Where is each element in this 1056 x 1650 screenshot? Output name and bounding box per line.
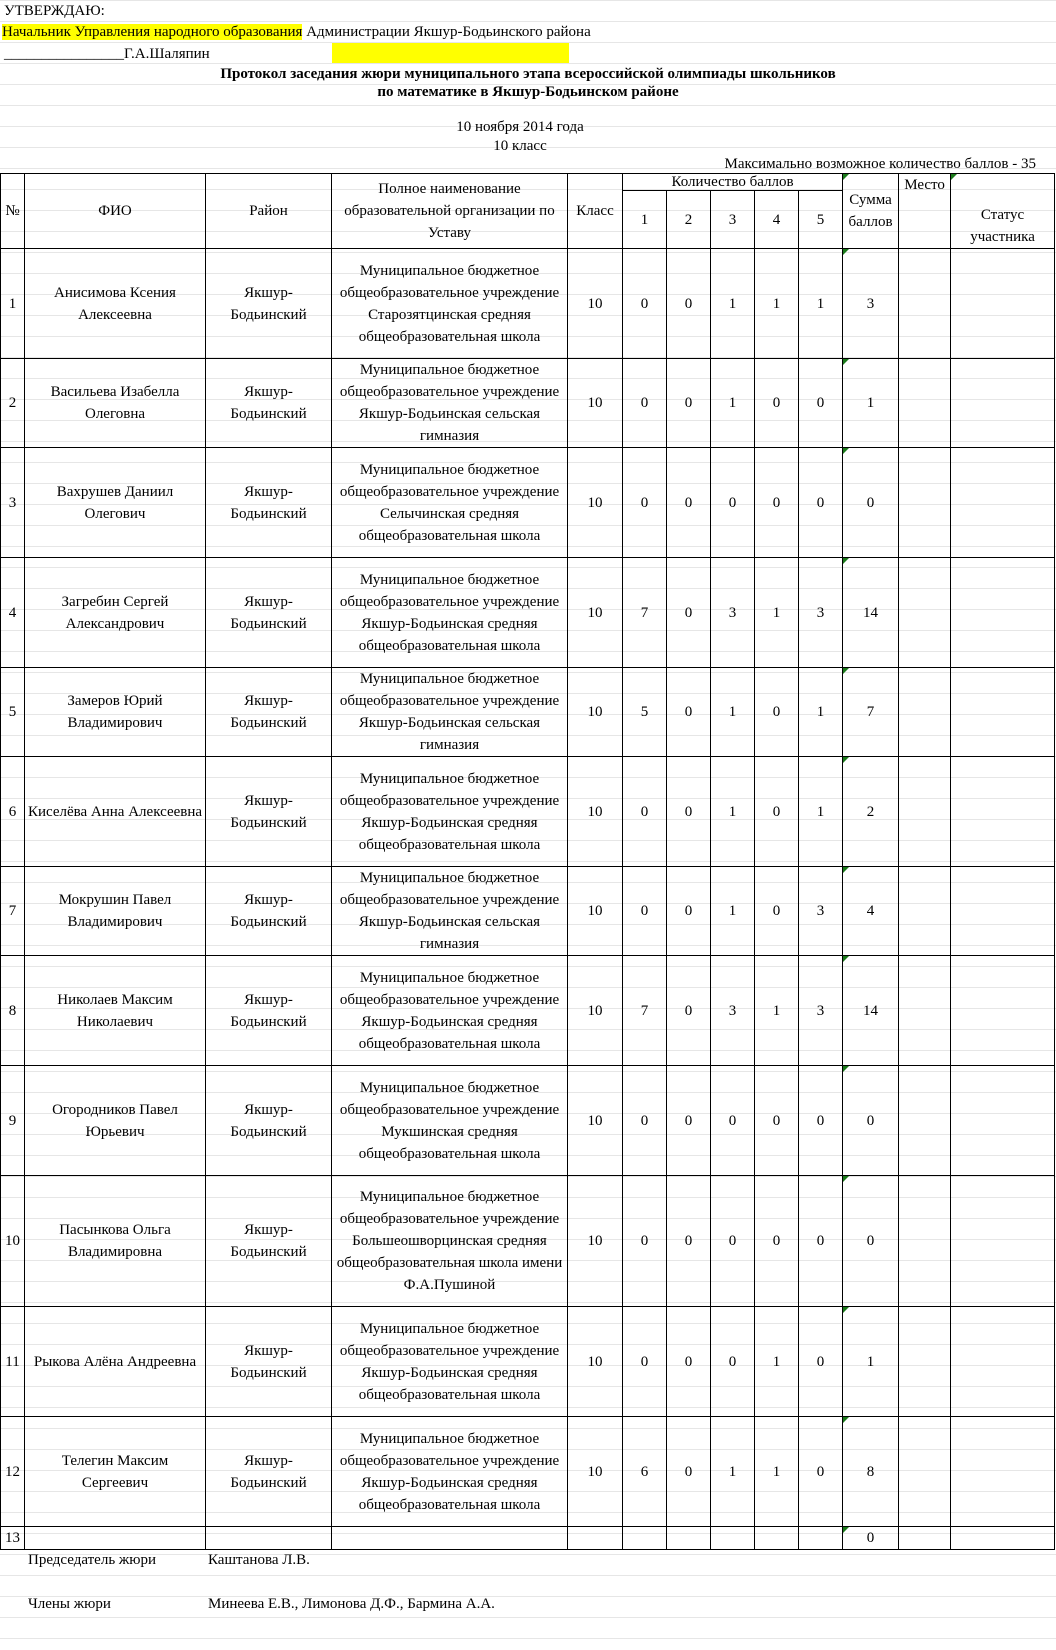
table-row — [1, 867, 1055, 956]
row-num: 9 — [1, 1066, 25, 1176]
row-score-1: 0 — [623, 1066, 667, 1176]
row-num: 10 — [1, 1176, 25, 1307]
row-org: Муниципальное бюджетное общеобразовательное учреждение Якшур-Бодьинская сельская гимназия — [332, 359, 568, 448]
row-score-1: 6 — [623, 1417, 667, 1527]
row-score-5: 0 — [799, 359, 843, 448]
row-score-1: 7 — [623, 558, 667, 668]
row-grade: 10 — [568, 1307, 623, 1417]
row-status — [951, 956, 1055, 1066]
row-sum: 0 — [843, 1176, 899, 1307]
col-district: Район — [206, 174, 332, 249]
row-district: Якшур-Бодьинский — [206, 867, 332, 956]
row-fio — [25, 1527, 206, 1550]
row-place — [899, 1417, 951, 1527]
table-row — [1, 1527, 1055, 1550]
col-scores-group: Количество баллов — [623, 174, 843, 191]
protocol-date: 10 ноября 2014 года — [456, 119, 584, 135]
col-status: Статус участника — [951, 174, 1055, 249]
row-score-5: 0 — [799, 1066, 843, 1176]
row-place — [899, 1066, 951, 1176]
results-body — [1, 249, 1055, 1550]
row-score-2: 0 — [667, 1417, 711, 1527]
row-sum: 0 — [843, 1527, 899, 1550]
row-org: Муниципальное бюджетное общеобразовательное учреждение Старозятцинская средняя общеобразовательная школа — [332, 249, 568, 359]
row-org: Муниципальное бюджетное общеобразовательное учреждение Якшур-Бодьинская средняя общеобразовательная школа — [332, 1307, 568, 1417]
row-grade: 10 — [568, 1417, 623, 1527]
row-score-3: 1 — [711, 867, 755, 956]
row-score-4: 1 — [755, 956, 799, 1066]
row-place — [899, 359, 951, 448]
row-org — [332, 1527, 568, 1550]
row-status — [951, 1527, 1055, 1550]
row-num: 3 — [1, 448, 25, 558]
row-fio: Огородников Павел Юрьевич — [25, 1066, 206, 1176]
row-score-4: 1 — [755, 558, 799, 668]
row-district — [206, 1527, 332, 1550]
row-status — [951, 1176, 1055, 1307]
row-num: 12 — [1, 1417, 25, 1527]
row-score-5: 3 — [799, 867, 843, 956]
row-status — [951, 1417, 1055, 1527]
protocol-title-line2: по математике в Якшур-Бодьинском районе — [377, 84, 679, 100]
row-score-3: 0 — [711, 1176, 755, 1307]
row-score-1: 5 — [623, 668, 667, 757]
row-score-1: 0 — [623, 1307, 667, 1417]
row-score-4: 1 — [755, 249, 799, 359]
row-score-4 — [755, 1527, 799, 1550]
row-district: Якшур-Бодьинский — [206, 1417, 332, 1527]
row-score-5: 1 — [799, 668, 843, 757]
row-sum: 8 — [843, 1417, 899, 1527]
row-score-4: 0 — [755, 359, 799, 448]
col-sum: Сумма баллов — [843, 174, 899, 249]
jury-chair-name: Каштанова Л.В. — [208, 1552, 310, 1568]
row-district: Якшур-Бодьинский — [206, 249, 332, 359]
col-task-2: 2 — [667, 191, 711, 249]
row-score-2: 0 — [667, 1066, 711, 1176]
row-place — [899, 757, 951, 867]
row-place — [899, 1176, 951, 1307]
row-place — [899, 1527, 951, 1550]
row-grade: 10 — [568, 867, 623, 956]
row-org: Муниципальное бюджетное общеобразовательное учреждение Якшур-Бодьинская средняя общеобразовательная школа — [332, 558, 568, 668]
col-task-3: 3 — [711, 191, 755, 249]
table-row — [1, 956, 1055, 1066]
row-place — [899, 668, 951, 757]
row-score-1: 7 — [623, 956, 667, 1066]
row-score-3: 1 — [711, 668, 755, 757]
row-score-5: 0 — [799, 448, 843, 558]
row-score-5: 3 — [799, 956, 843, 1066]
row-district: Якшур-Бодьинский — [206, 1176, 332, 1307]
row-status — [951, 448, 1055, 558]
row-score-1: 0 — [623, 867, 667, 956]
row-sum: 2 — [843, 757, 899, 867]
jury-chair-label: Председатель жюри — [28, 1552, 157, 1568]
row-score-5: 0 — [799, 1176, 843, 1307]
row-score-3: 0 — [711, 448, 755, 558]
row-fio: Замеров Юрий Владимирович — [25, 668, 206, 757]
row-score-3: 1 — [711, 757, 755, 867]
row-score-4: 0 — [755, 1176, 799, 1307]
row-num: 11 — [1, 1307, 25, 1417]
row-sum: 14 — [843, 956, 899, 1066]
row-fio: Васильева Изабелла Олеговна — [25, 359, 206, 448]
row-district: Якшур-Бодьинский — [206, 448, 332, 558]
row-sum: 0 — [843, 1066, 899, 1176]
row-score-2: 0 — [667, 359, 711, 448]
row-num: 2 — [1, 359, 25, 448]
row-grade: 10 — [568, 359, 623, 448]
row-fio: Рыкова Алёна Андреевна — [25, 1307, 206, 1417]
table-row — [1, 359, 1055, 448]
row-score-3: 1 — [711, 1417, 755, 1527]
row-sum: 7 — [843, 668, 899, 757]
row-status — [951, 867, 1055, 956]
row-org: Муниципальное бюджетное общеобразовательное учреждение Мукшинская средняя общеобразовательная школа — [332, 1066, 568, 1176]
row-score-4: 0 — [755, 757, 799, 867]
row-score-5: 3 — [799, 558, 843, 668]
row-sum: 3 — [843, 249, 899, 359]
row-score-2: 0 — [667, 448, 711, 558]
row-score-2: 0 — [667, 757, 711, 867]
row-fio: Вахрушев Даниил Олегович — [25, 448, 206, 558]
table-row — [1, 1176, 1055, 1307]
table-row — [1, 668, 1055, 757]
row-score-3: 0 — [711, 1066, 755, 1176]
row-num: 4 — [1, 558, 25, 668]
row-score-5: 0 — [799, 1417, 843, 1527]
row-num: 1 — [1, 249, 25, 359]
table-row — [1, 448, 1055, 558]
row-grade: 10 — [568, 448, 623, 558]
row-score-1: 0 — [623, 359, 667, 448]
row-num: 8 — [1, 956, 25, 1066]
row-place — [899, 956, 951, 1066]
row-place — [899, 249, 951, 359]
table-row — [1, 1307, 1055, 1417]
row-status — [951, 249, 1055, 359]
row-org: Муниципальное бюджетное общеобразовательное учреждение Якшур-Бодьинская средняя общеобразовательная школа — [332, 1417, 568, 1527]
row-fio: Мокрушин Павел Владимирович — [25, 867, 206, 956]
row-district: Якшур-Бодьинский — [206, 668, 332, 757]
row-score-1: 0 — [623, 448, 667, 558]
row-status — [951, 558, 1055, 668]
row-grade: 10 — [568, 956, 623, 1066]
row-grade — [568, 1527, 623, 1550]
approve-label: УТВЕРЖДАЮ: — [4, 3, 105, 19]
col-task-4: 4 — [755, 191, 799, 249]
row-district: Якшур-Бодьинский — [206, 757, 332, 867]
col-task-1: 1 — [623, 191, 667, 249]
row-score-3: 3 — [711, 558, 755, 668]
signature-line: ________________Г.А.Шаляпин — [4, 46, 210, 62]
row-status — [951, 1066, 1055, 1176]
row-status — [951, 668, 1055, 757]
row-num: 7 — [1, 867, 25, 956]
row-status — [951, 359, 1055, 448]
row-org: Муниципальное бюджетное общеобразовательное учреждение Якшур-Бодьинская сельская гимназия — [332, 668, 568, 757]
row-num: 13 — [1, 1527, 25, 1550]
row-score-5 — [799, 1527, 843, 1550]
row-score-5: 0 — [799, 1307, 843, 1417]
row-place — [899, 1307, 951, 1417]
row-sum: 1 — [843, 1307, 899, 1417]
row-score-1: 0 — [623, 1176, 667, 1307]
row-score-2 — [667, 1527, 711, 1550]
col-task-5: 5 — [799, 191, 843, 249]
col-num: № — [1, 174, 25, 249]
row-score-2: 0 — [667, 1307, 711, 1417]
row-district: Якшур-Бодьинский — [206, 1066, 332, 1176]
col-grade: Класс — [568, 174, 623, 249]
jury-members-label: Члены жюри — [28, 1596, 111, 1612]
table-row — [1, 1066, 1055, 1176]
row-status — [951, 1307, 1055, 1417]
row-district: Якшур-Бодьинский — [206, 1307, 332, 1417]
row-sum: 14 — [843, 558, 899, 668]
row-score-2: 0 — [667, 867, 711, 956]
jury-members-names: Минеева Е.В., Лимонова Д.Ф., Бармина А.А. — [208, 1596, 495, 1612]
position-highlight: Начальник Управления народного образования — [2, 24, 303, 40]
row-score-1 — [623, 1527, 667, 1550]
row-score-2: 0 — [667, 668, 711, 757]
row-district: Якшур-Бодьинский — [206, 359, 332, 448]
row-place — [899, 448, 951, 558]
table-row — [1, 558, 1055, 668]
row-score-3: 1 — [711, 249, 755, 359]
row-score-4: 0 — [755, 1066, 799, 1176]
col-org: Полное наименование образовательной организации по Уставу — [332, 174, 568, 249]
highlight-cell — [332, 43, 569, 63]
results-table — [0, 173, 1055, 1550]
row-num: 5 — [1, 668, 25, 757]
table-row — [1, 249, 1055, 359]
row-sum: 4 — [843, 867, 899, 956]
position-rest: Администрации Якшур-Бодьинского района — [302, 24, 591, 40]
row-grade: 10 — [568, 757, 623, 867]
row-grade: 10 — [568, 668, 623, 757]
row-score-3 — [711, 1527, 755, 1550]
row-org: Муниципальное бюджетное общеобразовательное учреждение Якшур-Бодьинская средняя общеобразовательная школа — [332, 956, 568, 1066]
row-score-2: 0 — [667, 956, 711, 1066]
row-place — [899, 867, 951, 956]
row-sum: 0 — [843, 448, 899, 558]
row-fio: Николаев Максим Николаевич — [25, 956, 206, 1066]
max-score-note: Максимально возможное количество баллов - 35 — [724, 156, 1036, 172]
row-score-4: 0 — [755, 668, 799, 757]
row-score-3: 0 — [711, 1307, 755, 1417]
row-score-1: 0 — [623, 757, 667, 867]
row-score-1: 0 — [623, 249, 667, 359]
row-fio: Загребин Сергей Александрович — [25, 558, 206, 668]
row-score-4: 0 — [755, 867, 799, 956]
row-org: Муниципальное бюджетное общеобразовательное учреждение Большеошворцинская средняя общеобразовательная школа имени Ф.А.Пушиной — [332, 1176, 568, 1307]
row-fio: Телегин Максим Сергеевич — [25, 1417, 206, 1527]
row-org: Муниципальное бюджетное общеобразовательное учреждение Якшур-Бодьинская сельская гимназия — [332, 867, 568, 956]
row-score-2: 0 — [667, 249, 711, 359]
row-org: Муниципальное бюджетное общеобразовательное учреждение Селычинская средняя общеобразовательная школа — [332, 448, 568, 558]
col-place: Место — [899, 174, 951, 249]
row-grade: 10 — [568, 249, 623, 359]
row-district: Якшур-Бодьинский — [206, 956, 332, 1066]
table-row — [1, 1417, 1055, 1527]
row-org: Муниципальное бюджетное общеобразовательное учреждение Якшур-Бодьинская средняя общеобразовательная школа — [332, 757, 568, 867]
row-score-4: 0 — [755, 448, 799, 558]
row-score-4: 1 — [755, 1307, 799, 1417]
row-place — [899, 558, 951, 668]
row-grade: 10 — [568, 1066, 623, 1176]
row-score-3: 1 — [711, 359, 755, 448]
protocol-title-line1: Протокол заседания жюри муниципального этапа всероссийской олимпиады школьников — [220, 66, 836, 82]
approver-position — [2, 22, 591, 42]
row-score-5: 1 — [799, 757, 843, 867]
row-num: 6 — [1, 757, 25, 867]
row-status — [951, 757, 1055, 867]
row-sum: 1 — [843, 359, 899, 448]
row-score-5: 1 — [799, 249, 843, 359]
row-district: Якшур-Бодьинский — [206, 558, 332, 668]
row-score-2: 0 — [667, 1176, 711, 1307]
col-fio: ФИО — [25, 174, 206, 249]
row-fio: Киселёва Анна Алексеевна — [25, 757, 206, 867]
row-score-3: 3 — [711, 956, 755, 1066]
row-grade: 10 — [568, 558, 623, 668]
table-row — [1, 757, 1055, 867]
row-grade: 10 — [568, 1176, 623, 1307]
row-score-4: 1 — [755, 1417, 799, 1527]
row-score-2: 0 — [667, 558, 711, 668]
class-label: 10 класс — [493, 138, 547, 154]
row-fio: Пасынкова Ольга Владимировна — [25, 1176, 206, 1307]
row-fio: Анисимова Ксения Алексеевна — [25, 249, 206, 359]
